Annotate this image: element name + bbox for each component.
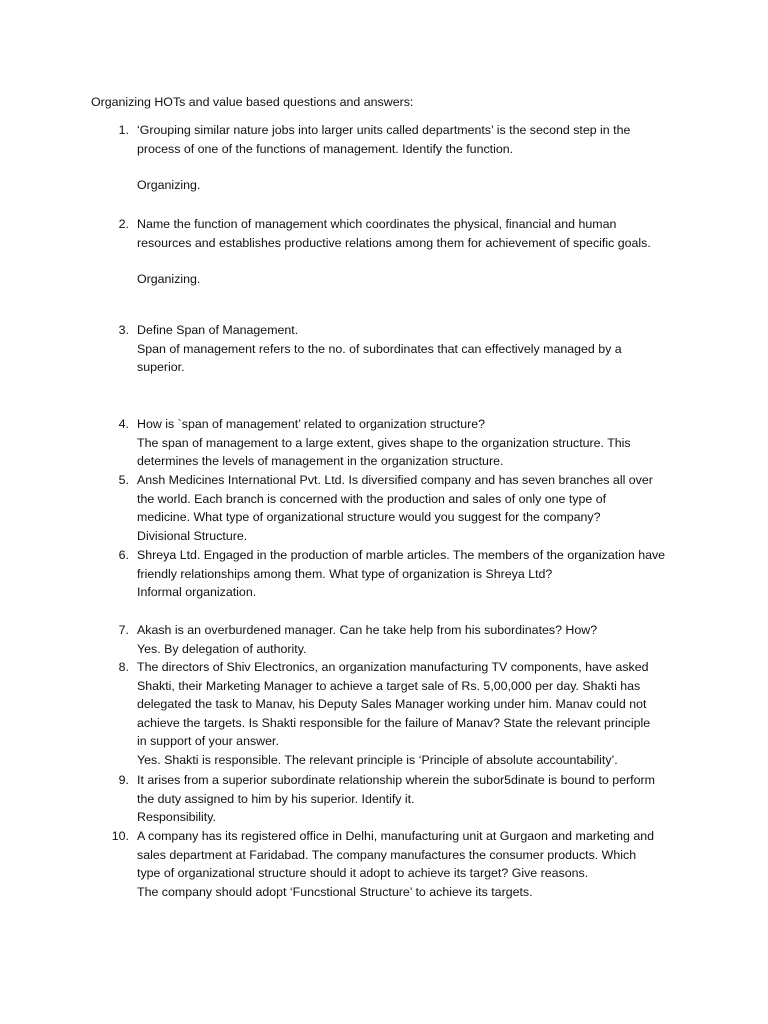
answer-line: The company should adopt ‘Funcstional Structure’ to achieve its targets.: [137, 884, 533, 899]
question-item: [111, 621, 672, 658]
question-body: [137, 827, 672, 901]
question-number: 8.: [118, 660, 129, 674]
text-line: The span of management to a large extent, gives shape to the organization structure. This: [137, 435, 631, 450]
text-line: achieve the targets. Is Shakti responsible for the failure of Manav? State the relevant principle: [137, 715, 651, 730]
question-number: 7.: [118, 623, 129, 637]
question-item: [111, 658, 672, 770]
question-item: [111, 827, 672, 901]
answer-line: determines the levels of management in the organization structure.: [137, 454, 504, 469]
text-line: sales department at Faridabad. The company manufactures the consumer products. Which: [137, 847, 637, 862]
question-body: [137, 546, 672, 602]
question-number: 10.: [111, 829, 129, 843]
text-line: ‘Grouping similar nature jobs into larger units called departments’ is the second step in the: [137, 123, 631, 137]
answer-line: Yes. By delegation of authority.: [137, 641, 307, 656]
text-line: Name the function of management which coordinates the physical, financial and human: [137, 217, 617, 231]
text-line: the world. Each branch is concerned with the production and sales of only one type of: [137, 491, 607, 506]
text-line: Define Span of Management.: [137, 323, 299, 337]
text-line: delegated the task to Manav, his Deputy Sales Manager working under him. Manav could not: [137, 697, 647, 712]
question-number: 3.: [118, 323, 129, 337]
question-body: [137, 471, 672, 545]
text-line: How is `span of management’ related to organization structure?: [137, 417, 486, 431]
question-body: [137, 215, 672, 289]
answer-line: Divisional Structure.: [137, 528, 248, 543]
question-number: 4.: [118, 417, 129, 431]
answer-line: Organizing.: [137, 178, 201, 193]
question-item: [111, 771, 672, 827]
text-line: A company has its registered office in Delhi, manufacturing unit at Gurgaon and marketing and: [137, 829, 655, 843]
question-item: [111, 215, 672, 289]
blank-line: [137, 158, 672, 176]
text-line: Akash is an overburdened manager. Can he take help from his subordinates? How?: [137, 623, 598, 637]
text-line: resources and establishes productive relations among them for achievement of specific goals.: [137, 235, 651, 250]
answer-line: Responsibility.: [137, 810, 216, 825]
text-line: Shreya Ltd. Engaged in the production of marble articles. The members of the organization have: [137, 548, 666, 562]
question-body: [137, 321, 672, 377]
question-number: 1.: [118, 123, 129, 137]
question-body: [137, 771, 672, 827]
question-item: [111, 415, 672, 471]
question-body: [137, 415, 672, 471]
question-item: [111, 321, 672, 377]
text-line: The directors of Shiv Electronics, an organization manufacturing TV components, have asked: [137, 660, 649, 674]
question-number: 6.: [118, 548, 129, 562]
text-line: Span of management refers to the no. of subordinates that can effectively managed by a: [137, 341, 622, 356]
blank-line: [137, 252, 672, 270]
answer-line: Informal organization.: [137, 585, 257, 600]
text-line: Ansh Medicines International Pvt. Ltd. Is diversified company and has seven branches all over: [137, 473, 653, 487]
question-number: 2.: [118, 217, 129, 231]
question-number: 5.: [118, 473, 129, 487]
question-body: [137, 658, 672, 770]
answer-line: Yes. Shakti is responsible. The relevant principle is ‘Principle of absolute accountability’.: [137, 752, 618, 767]
question-item: [111, 546, 672, 602]
question-body: [137, 621, 672, 658]
question-body: [137, 121, 672, 195]
text-line: the duty assigned to him by his superior. Identify it.: [137, 791, 415, 806]
text-line: process of one of the functions of management. Identify the function.: [137, 141, 514, 156]
document-title: Organizing HOTs and value based questions and answers:: [91, 95, 414, 109]
answer-line: superior.: [137, 360, 185, 375]
answer-line: Organizing.: [137, 272, 201, 287]
question-number: 9.: [118, 773, 129, 787]
text-line: Shakti, their Marketing Manager to achieve a target sale of Rs. 5,00,000 per day. Shakti has: [137, 678, 641, 693]
question-item: [111, 121, 672, 195]
text-line: in support of your answer.: [137, 734, 279, 749]
text-line: medicine. What type of organizational structure would you suggest for the company?: [137, 510, 601, 525]
text-line: friendly relationships among them. What type of organization is Shreya Ltd?: [137, 566, 553, 581]
text-line: type of organizational structure should it adopt to achieve its target? Give reasons.: [137, 866, 589, 881]
question-item: [111, 471, 672, 545]
text-line: It arises from a superior subordinate relationship wherein the subor5dinate is bound to perform: [137, 773, 655, 787]
